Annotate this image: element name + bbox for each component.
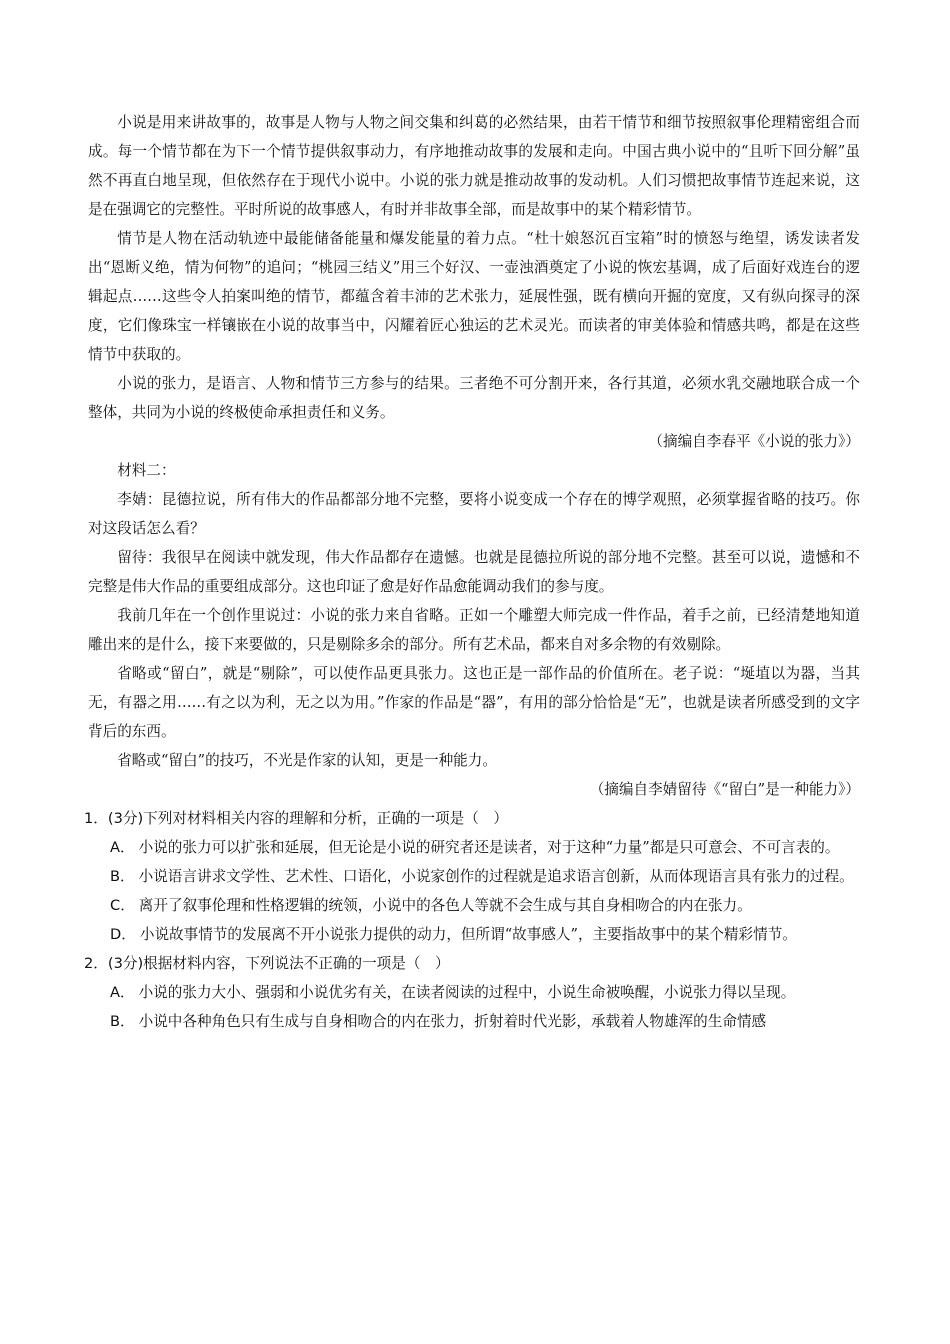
option-label: D． xyxy=(110,926,136,943)
option-a[interactable] xyxy=(110,833,860,862)
option-c[interactable] xyxy=(110,891,860,920)
option-b[interactable] xyxy=(110,862,860,891)
material2-paragraph: 省略或“留白”，就是“剔除”，可以使作品更具张力。这也正是一部作品的价值所在。老子说：“埏埴以为器，当其无，有器之用……有之以为利，无之以为用。”作家的作品是“器”，有用的部分恰恰是“无”，也就是读者所感受到的文字背后的东西。 xyxy=(88,665,860,740)
question-2 xyxy=(84,949,860,1036)
option-text: 小说故事情节的发展离不开小说张力提供的动力，但所谓“故事感人”，主要指故事中的某个精彩情节。 xyxy=(139,926,797,943)
option-b[interactable] xyxy=(110,1007,860,1036)
option-a[interactable] xyxy=(110,978,860,1007)
material2-heading: 材料二： xyxy=(117,462,176,479)
option-text: 小说中各种角色只有生成与自身相吻合的内在张力，折射着时代光影，承载着人物雄浑的生命情感 xyxy=(138,1013,767,1030)
material2-paragraph: 省略或“留白”的技巧，不光是作家的认知，更是一种能力。 xyxy=(117,752,497,769)
question-score: (3分) xyxy=(107,955,144,972)
material2-paragraph: 李婧：昆德拉说，所有伟大的作品都部分地不完整，要将小说变成一个存在的博学观照，必须掌握省略的技巧。你对这段话怎么看？ xyxy=(88,491,860,537)
material1-source: （摘编自李春平《小说的张力》） xyxy=(648,433,860,450)
material2-paragraph: 我前几年在一个创作里说过：小说的张力来自省略。正如一个雕塑大师完成一件作品，着手之前，已经清楚地知道雕出来的是什么，接下来要做的，只是剔除多余的部分。所有艺术品，都来自对多余物的有效剔除。 xyxy=(88,607,860,653)
option-text: 离开了叙事伦理和性格逻辑的统领，小说中的各色人等就不会生成与其自身相吻合的内在张力。 xyxy=(138,897,752,914)
material1-paragraph: 小说是用来讲故事的，故事是人物与人物之间交集和纠葛的必然结果，由若干情节和细节按照叙事伦理精密组合而成。每一个情节都在为下一个情节提供叙事动力，有序地推动故事的发展和走向。中国古典小说中的“且听下回分解”虽然不再直白地呈现，但依然存在于现代小说中。小说的张力就是推动故事的发动机。人们习惯把故事情节连起来说，这是在强调它的完整性。平时所说的故事感人，有时并非故事全部，而是故事中的某个精彩情节。 xyxy=(88,114,860,218)
material2-source: （摘编自李婧留待《“留白”是一种能力》） xyxy=(589,781,860,798)
question-stem xyxy=(84,804,860,833)
option-label: A． xyxy=(110,984,135,1001)
question-number: 1． xyxy=(84,810,108,827)
option-label: A． xyxy=(110,839,135,856)
option-text: 小说的张力大小、强弱和小说优劣有关，在读者阅读的过程中，小说生命被唤醒，小说张力得以呈现。 xyxy=(138,984,796,1001)
question-1 xyxy=(84,804,860,949)
document-page xyxy=(84,108,860,1036)
question-score: (3分) xyxy=(107,810,144,827)
question-number: 2． xyxy=(84,955,108,972)
material1-paragraph: 小说的张力，是语言、人物和情节三方参与的结果。三者绝不可分割开来，各行其道，必须水乳交融地联合成一个整体，共同为小说的终极使命承担责任和义务。 xyxy=(88,375,860,421)
option-text: 小说的张力可以扩张和延展，但无论是小说的研究者还是读者，对于这种“力量”都是只可意会、不可言表的。 xyxy=(138,839,840,856)
option-label: C． xyxy=(110,897,135,914)
question-text: 下列对材料相关内容的理解和分析，正确的一项是（ ） xyxy=(143,810,509,827)
material1-paragraph: 情节是人物在活动轨迹中最能储备能量和爆发能量的着力点。“杜十娘怒沉百宝箱”时的愤怒与绝望，诱发读者发出“恩断义绝，情为何物”的追问；“桃园三结义”用三个好汉、一壶浊酒奠定了小说的恢宏基调，成了后面好戏连台的逻辑起点……这些令人拍案叫绝的情节，都蕴含着丰沛的艺术张力，延展性强，既有横向开掘的宽度，又有纵向探寻的深度，它们像珠宝一样镶嵌在小说的故事当中，闪耀着匠心独运的艺术灵光。而读者的审美体验和情感共鸣，都是在这些情节中获取的。 xyxy=(88,230,860,363)
question-stem xyxy=(84,949,860,978)
option-label: B． xyxy=(110,868,135,885)
option-label: B． xyxy=(110,1013,135,1030)
option-text: 小说语言讲求文学性、艺术性、口语化，小说家创作的过程就是追求语言创新，从而体现语言具有张力的过程。 xyxy=(138,868,854,885)
material2-paragraph: 留待：我很早在阅读中就发现，伟大作品都存在遗憾。也就是昆德拉所说的部分地不完整。甚至可以说，遗憾和不完整是伟大作品的重要组成部分。这也印证了愈是好作品愈能调动我们的参与度。 xyxy=(88,549,860,595)
question-text: 根据材料内容，下列说法不正确的一项是（ ） xyxy=(143,955,450,972)
option-d[interactable] xyxy=(110,920,860,949)
